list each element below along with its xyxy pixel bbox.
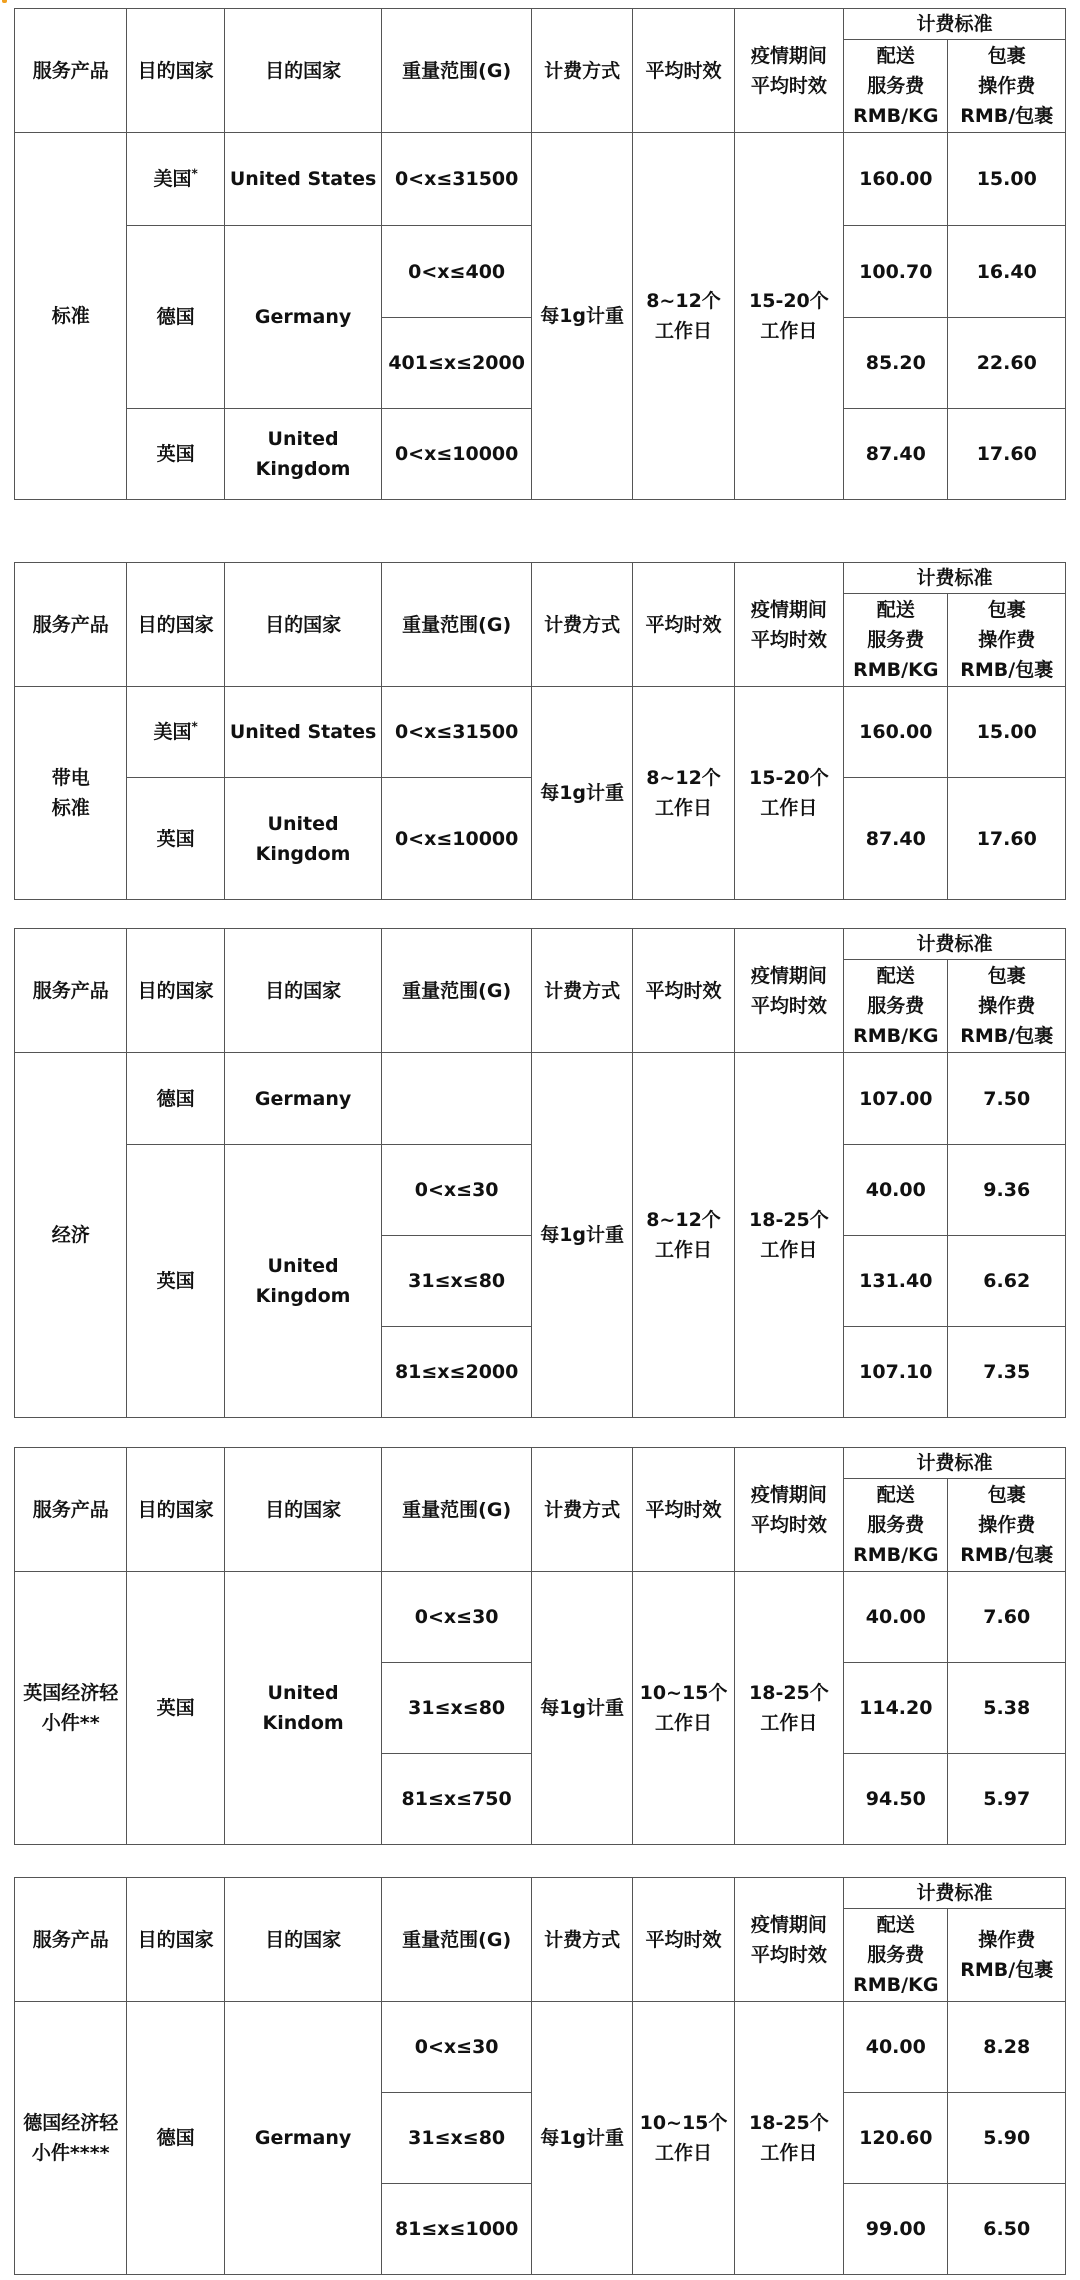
country-cn-label: 英国 — [156, 1697, 195, 1719]
header-avg-time: 平均时效 — [633, 9, 734, 133]
service-name: 标准 — [15, 133, 127, 500]
header-fee-group: 计费标准 — [844, 1878, 1066, 1909]
weight-range: 401≤x≤2000 — [382, 318, 532, 409]
weight-range: 0<x≤30 — [382, 1572, 532, 1663]
weight-range: 0<x≤400 — [382, 226, 532, 318]
header-country-cn: 目的国家 — [127, 929, 224, 1053]
delivery-fee: 107.10 — [844, 1327, 948, 1418]
header-fee-group: 计费标准 — [844, 9, 1066, 40]
country-en: United States — [224, 687, 382, 778]
delivery-fee: 160.00 — [844, 133, 948, 226]
avg-time: 8~12个 工作日 — [633, 687, 734, 900]
header-country-cn: 目的国家 — [127, 9, 224, 133]
service-name: 德国经济轻 小件**** — [15, 2002, 127, 2275]
country-cn — [127, 1053, 224, 1145]
header-handling-fee: 包裹 操作费 RMB/包裹 — [948, 1479, 1066, 1572]
header-delivery-fee: 配送 服务费 RMB/KG — [844, 960, 948, 1053]
header-handling-fee: 包裹 操作费 RMB/包裹 — [948, 594, 1066, 687]
header-country-en: 目的国家 — [224, 563, 382, 687]
pricing-table — [14, 1447, 1066, 1845]
weight-range: 0<x≤10000 — [382, 409, 532, 500]
handling-fee: 7.60 — [948, 1572, 1066, 1663]
country-en: Germany — [224, 1053, 382, 1145]
header-handling-fee: 包裹 操作费 RMB/包裹 — [948, 960, 1066, 1053]
handling-fee: 15.00 — [948, 133, 1066, 226]
delivery-fee: 131.40 — [844, 1236, 948, 1327]
country-en: Germany — [224, 226, 382, 409]
header-avg-time: 平均时效 — [633, 1448, 734, 1572]
delivery-fee: 40.00 — [844, 2002, 948, 2093]
corner-accent-mark — [2, 0, 7, 3]
country-cn — [127, 1572, 224, 1845]
header-delivery-fee: 配送 服务费 RMB/KG — [844, 40, 948, 133]
delivery-fee: 100.70 — [844, 226, 948, 318]
handling-fee: 17.60 — [948, 778, 1066, 900]
weight-range: 81≤x≤750 — [382, 1754, 532, 1845]
table-row — [15, 1572, 1066, 1663]
header-row — [15, 1448, 1066, 1479]
handling-fee: 7.35 — [948, 1327, 1066, 1418]
header-delivery-fee: 配送 服务费 RMB/KG — [844, 594, 948, 687]
header-weight: 重量范围(G) — [382, 9, 532, 133]
header-avg-time: 平均时效 — [633, 929, 734, 1053]
header-epidemic-time: 疫情期间 平均时效 — [734, 563, 843, 687]
header-billing: 计费方式 — [531, 1448, 632, 1572]
billing-method: 每1g计重 — [531, 687, 632, 900]
delivery-fee: 87.40 — [844, 409, 948, 500]
header-row — [15, 563, 1066, 594]
header-row — [15, 9, 1066, 40]
header-service: 服务产品 — [15, 9, 127, 133]
header-avg-time: 平均时效 — [633, 563, 734, 687]
country-cn — [127, 778, 224, 900]
avg-time: 10~15个 工作日 — [633, 1572, 734, 1845]
header-epidemic-time: 疫情期间 平均时效 — [734, 929, 843, 1053]
handling-fee: 9.36 — [948, 1145, 1066, 1236]
weight-range: 31≤x≤80 — [382, 1236, 532, 1327]
country-en: United Kindom — [224, 1572, 382, 1845]
avg-time: 8~12个 工作日 — [633, 1053, 734, 1418]
country-cn-label: 德国 — [156, 306, 195, 328]
weight-range: 31≤x≤80 — [382, 1663, 532, 1754]
header-billing: 计费方式 — [531, 563, 632, 687]
epidemic-time: 18-25个 工作日 — [734, 1572, 843, 1845]
header-row — [15, 929, 1066, 960]
header-handling-fee: 操作费 RMB/包裹 — [948, 1909, 1066, 2002]
weight-range — [382, 1053, 532, 1145]
table-row — [15, 1053, 1066, 1145]
country-cn — [127, 133, 224, 226]
header-country-en: 目的国家 — [224, 9, 382, 133]
billing-method: 每1g计重 — [531, 2002, 632, 2275]
header-service: 服务产品 — [15, 929, 127, 1053]
handling-fee: 22.60 — [948, 318, 1066, 409]
delivery-fee: 40.00 — [844, 1145, 948, 1236]
country-en: United States — [224, 133, 382, 226]
service-name: 带电 标准 — [15, 687, 127, 900]
handling-fee: 6.62 — [948, 1236, 1066, 1327]
service-name: 经济 — [15, 1053, 127, 1418]
table-row — [15, 133, 1066, 226]
handling-fee: 15.00 — [948, 687, 1066, 778]
header-epidemic-time: 疫情期间 平均时效 — [734, 1448, 843, 1572]
avg-time: 8~12个 工作日 — [633, 133, 734, 500]
delivery-fee: 87.40 — [844, 778, 948, 900]
country-cn — [127, 226, 224, 409]
country-cn — [127, 1145, 224, 1418]
handling-fee: 17.60 — [948, 409, 1066, 500]
epidemic-time: 15-20个 工作日 — [734, 133, 843, 500]
handling-fee: 5.90 — [948, 2093, 1066, 2184]
handling-fee: 16.40 — [948, 226, 1066, 318]
header-weight: 重量范围(G) — [382, 1878, 532, 2002]
weight-range: 0<x≤31500 — [382, 687, 532, 778]
country-cn — [127, 2002, 224, 2275]
delivery-fee: 107.00 — [844, 1053, 948, 1145]
header-weight: 重量范围(G) — [382, 563, 532, 687]
country-cn-label: 英国 — [156, 443, 195, 465]
footnote-star: * — [191, 719, 198, 734]
delivery-fee: 114.20 — [844, 1663, 948, 1754]
handling-fee: 5.97 — [948, 1754, 1066, 1845]
pricing-table — [14, 928, 1066, 1418]
weight-range: 81≤x≤2000 — [382, 1327, 532, 1418]
delivery-fee: 120.60 — [844, 2093, 948, 2184]
delivery-fee: 94.50 — [844, 1754, 948, 1845]
epidemic-time: 18-25个 工作日 — [734, 2002, 843, 2275]
epidemic-time: 15-20个 工作日 — [734, 687, 843, 900]
handling-fee: 8.28 — [948, 2002, 1066, 2093]
header-delivery-fee: 配送 服务费 RMB/KG — [844, 1909, 948, 2002]
country-cn — [127, 687, 224, 778]
header-billing: 计费方式 — [531, 9, 632, 133]
header-fee-group: 计费标准 — [844, 1448, 1066, 1479]
service-name: 英国经济轻 小件** — [15, 1572, 127, 1845]
country-cn-label: 英国 — [156, 1270, 195, 1292]
weight-range: 31≤x≤80 — [382, 2093, 532, 2184]
header-row — [15, 1878, 1066, 1909]
country-en: Germany — [224, 2002, 382, 2275]
handling-fee: 5.38 — [948, 1663, 1066, 1754]
header-country-en: 目的国家 — [224, 929, 382, 1053]
avg-time: 10~15个 工作日 — [633, 2002, 734, 2275]
header-billing: 计费方式 — [531, 929, 632, 1053]
epidemic-time: 18-25个 工作日 — [734, 1053, 843, 1418]
weight-range: 0<x≤31500 — [382, 133, 532, 226]
header-billing: 计费方式 — [531, 1878, 632, 2002]
country-cn-label: 德国 — [156, 2127, 195, 2149]
table-row — [15, 2002, 1066, 2093]
header-avg-time: 平均时效 — [633, 1878, 734, 2002]
header-service: 服务产品 — [15, 563, 127, 687]
header-weight: 重量范围(G) — [382, 1448, 532, 1572]
country-en: United Kingdom — [224, 778, 382, 900]
header-service: 服务产品 — [15, 1878, 127, 2002]
billing-method: 每1g计重 — [531, 1572, 632, 1845]
country-cn-label: 英国 — [156, 827, 195, 850]
country-cn-label: 德国 — [156, 1087, 195, 1110]
header-epidemic-time: 疫情期间 平均时效 — [734, 1878, 843, 2002]
handling-fee: 6.50 — [948, 2184, 1066, 2275]
handling-fee: 7.50 — [948, 1053, 1066, 1145]
table-row — [15, 687, 1066, 778]
header-fee-group: 计费标准 — [844, 929, 1066, 960]
delivery-fee: 85.20 — [844, 318, 948, 409]
country-cn-label: 美国 — [153, 168, 192, 190]
header-country-cn: 目的国家 — [127, 563, 224, 687]
country-cn-label: 美国 — [153, 721, 192, 743]
header-handling-fee: 包裹 操作费 RMB/包裹 — [948, 40, 1066, 133]
header-weight: 重量范围(G) — [382, 929, 532, 1053]
header-fee-group: 计费标准 — [844, 563, 1066, 594]
weight-range: 0<x≤30 — [382, 2002, 532, 2093]
country-en: United Kingdom — [224, 1145, 382, 1418]
billing-method: 每1g计重 — [531, 133, 632, 500]
delivery-fee: 40.00 — [844, 1572, 948, 1663]
header-delivery-fee: 配送 服务费 RMB/KG — [844, 1479, 948, 1572]
header-service: 服务产品 — [15, 1448, 127, 1572]
pricing-table — [14, 1877, 1066, 2275]
country-en: United Kingdom — [224, 409, 382, 500]
delivery-fee: 99.00 — [844, 2184, 948, 2275]
header-country-cn: 目的国家 — [127, 1878, 224, 2002]
billing-method: 每1g计重 — [531, 1053, 632, 1418]
weight-range: 81≤x≤1000 — [382, 2184, 532, 2275]
weight-range: 0<x≤10000 — [382, 778, 532, 900]
header-epidemic-time: 疫情期间 平均时效 — [734, 9, 843, 133]
footnote-star: * — [191, 166, 198, 181]
delivery-fee: 160.00 — [844, 687, 948, 778]
header-country-en: 目的国家 — [224, 1878, 382, 2002]
pricing-table — [14, 8, 1066, 500]
header-country-cn: 目的国家 — [127, 1448, 224, 1572]
pricing-table — [14, 562, 1066, 900]
weight-range: 0<x≤30 — [382, 1145, 532, 1236]
country-cn — [127, 409, 224, 500]
header-country-en: 目的国家 — [224, 1448, 382, 1572]
